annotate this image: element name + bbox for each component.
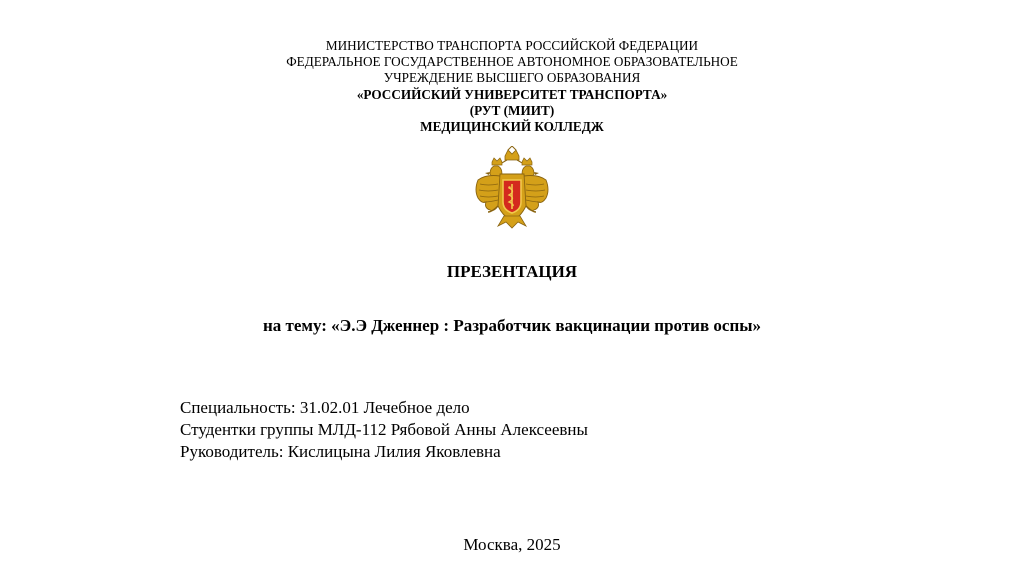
header-line-ministry: МИНИСТЕРСТВО ТРАНСПОРТА РОССИЙСКОЙ ФЕДЕРАЦИИ [325,38,699,53]
header-line-institution: УЧРЕЖДЕНИЕ ВЫСШЕГО ОБРАЗОВАНИЯ [383,70,641,86]
header-line-college: МЕДИЦИНСКИЙ КОЛЛЕДЖ [420,119,604,135]
presentation-title: ПРЕЗЕНТАЦИЯ [446,262,578,281]
student-info-block [180,397,588,463]
student-line: Студентки группы МЛД-112 Рябовой Анны Алексеевны [180,420,588,439]
header-line-federal: ФЕДЕРАЛЬНОЕ ГОСУДАРСТВЕННОЕ АВТОНОМНОЕ ОБРАЗОВАТЕЛЬНОЕ [286,54,738,70]
specialty-line: Специальность: 31.02.01 Лечебное дело [180,398,470,417]
supervisor-line: Руководитель: Кислицына Лилия Яковлевна [180,442,501,461]
presentation-topic: на тему: «Э.Э Дженнер : Разработчик вакцинации против оспы» [262,316,762,335]
city-year: Москва, 2025 [463,535,561,554]
double-headed-eagle-emblem-icon [472,146,552,230]
header-line-rut-miit: (РУТ (МИИТ) [469,102,555,118]
header-line-university: «РОССИЙСКИЙ УНИВЕРСИТЕТ ТРАНСПОРТА» [356,86,668,102]
institution-header [0,38,1024,135]
